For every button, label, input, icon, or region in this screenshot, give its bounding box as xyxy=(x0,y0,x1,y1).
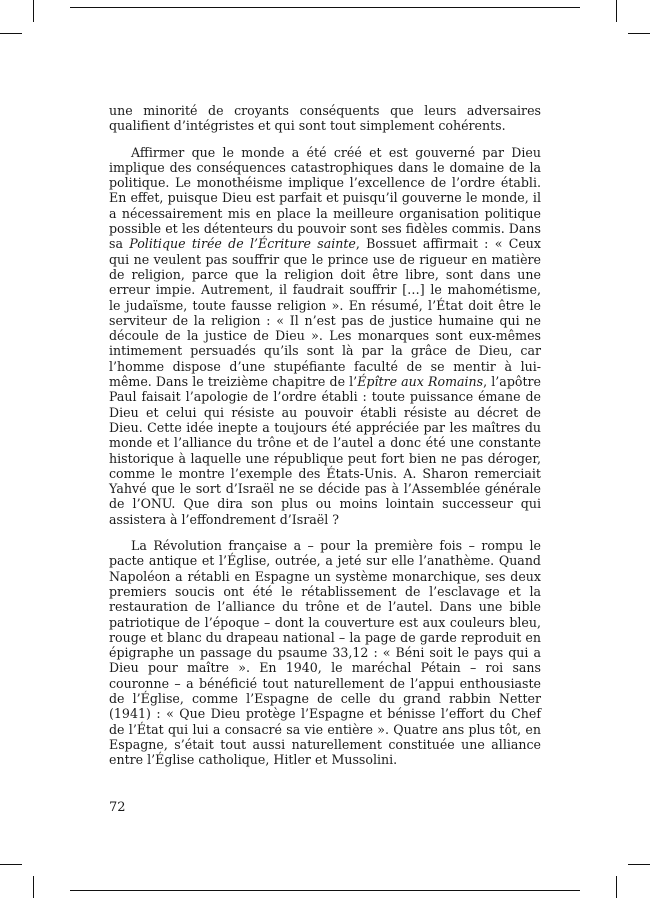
book-title-epitre: Épître aux Romains xyxy=(357,374,484,390)
crop-mark-bottom-right xyxy=(616,876,617,898)
paragraph-2-part-3: , l’apôtre Paul faisait l’apologie de l’ordre établi : toute puissance émane de Dieu et celui qui résiste au pouvoir établi résiste au décret de Dieu. Cette idée inepte a toujours été appréciée par les maîtres du monde et l’alliance du trône et de l’autel a donc été une constante historique à laquelle une république peut fort bien ne pas déroger, comme le montre l’exemple des États-Unis. A. Sharon remerciait Yahvé que le sort d’Israël ne se décide pas à l’Assemblée générale de l’ONU. Que dira son plus ou moins lointain successeur qui assistera à l’effondrement d’Israël ? xyxy=(109,374,541,527)
paragraph-3: La Révolution française a – pour la première fois – rompu le pacte antique et l’Église, outrée, a jeté sur elle l’anathème. Quand Napoléon a rétabli en Espagne un système monarchique, ses deux premiers soucis ont été le rétablissement de l’esclavage et la restauration de l’alliance du trône et de l’autel. Dans une bible patriotique de l’époque – dont la couverture est aux couleurs bleu, rouge et blanc du drapeau national – la page de garde reproduit en épigraphe un passage du psaume 33,12 : « Béni soit le pays qui a Dieu pour maître ». En 1940, le maréchal Pétain – roi sans couronne – a bénéficié tout naturellement de l’appui enthousiaste de l’Église, comme l’Espagne de celle du grand rabbin Netter (1941) : « Que Dieu protège l’Espagne et bénisse l’effort du Chef de l’État qui lui a consacré sa vie entière ». Quatre ans plus tôt, en Espagne, s’était tout aussi naturellement constituée une alliance entre l’Église catholique, Hitler et Mussolini. xyxy=(109,538,541,768)
crop-mark-top-line xyxy=(70,7,580,8)
paragraph-2-part-1: Affirmer que le monde a été créé et est gouverné par Dieu implique des conséquences catastrophiques dans le domaine de la politique. Le monothéisme implique l’excellence de l’ordre établi. En effet, puisque Dieu est parfait et puisqu’il gouverne le monde, il a nécessairement mis en place la meilleure organisation politique possible et les détenteurs du pouvoir sont ses fidèles commis. Dans sa xyxy=(109,144,541,252)
crop-mark-top-right xyxy=(616,0,617,22)
page-body xyxy=(109,103,541,778)
crop-mark-bottom-left-h xyxy=(0,864,22,865)
crop-mark-top-left-h xyxy=(0,33,22,34)
crop-mark-top-left xyxy=(33,0,34,22)
page-number: 72 xyxy=(109,800,126,815)
paragraph-2-part-2: , Bossuet affirmait : « Ceux qui ne veulent pas souffrir que le prince use de rigueur en matière de religion, parce que la religion doit être libre, sont dans une erreur impie. Autrement, il faudrait souffrir […] le mahométisme, le judaïsme, toute fausse religion ». En résumé, l’État doit être le serviteur de la religion : « Il n’est pas de justice humaine qui ne découle de la justice de Dieu ». Les monarques sont eux-mêmes intimement persuadés qu’ils sont là par la grâce de Dieu, car l’homme dispose d’une stupéfiante faculté de se mentir à lui-même. Dans le treizième chapitre de l’ xyxy=(109,236,542,390)
crop-mark-bottom-left xyxy=(33,876,34,898)
book-title-politique: Politique tirée de l’Écriture sainte xyxy=(129,236,356,252)
paragraph-2 xyxy=(109,145,541,527)
crop-mark-top-right-h xyxy=(628,33,650,34)
paragraph-1: une minorité de croyants conséquents que leurs adversaires qualifient d’intégristes et qui sont tout simplement cohérents. xyxy=(109,103,541,134)
crop-mark-bottom-line xyxy=(70,890,580,891)
crop-mark-bottom-right-h xyxy=(628,864,650,865)
